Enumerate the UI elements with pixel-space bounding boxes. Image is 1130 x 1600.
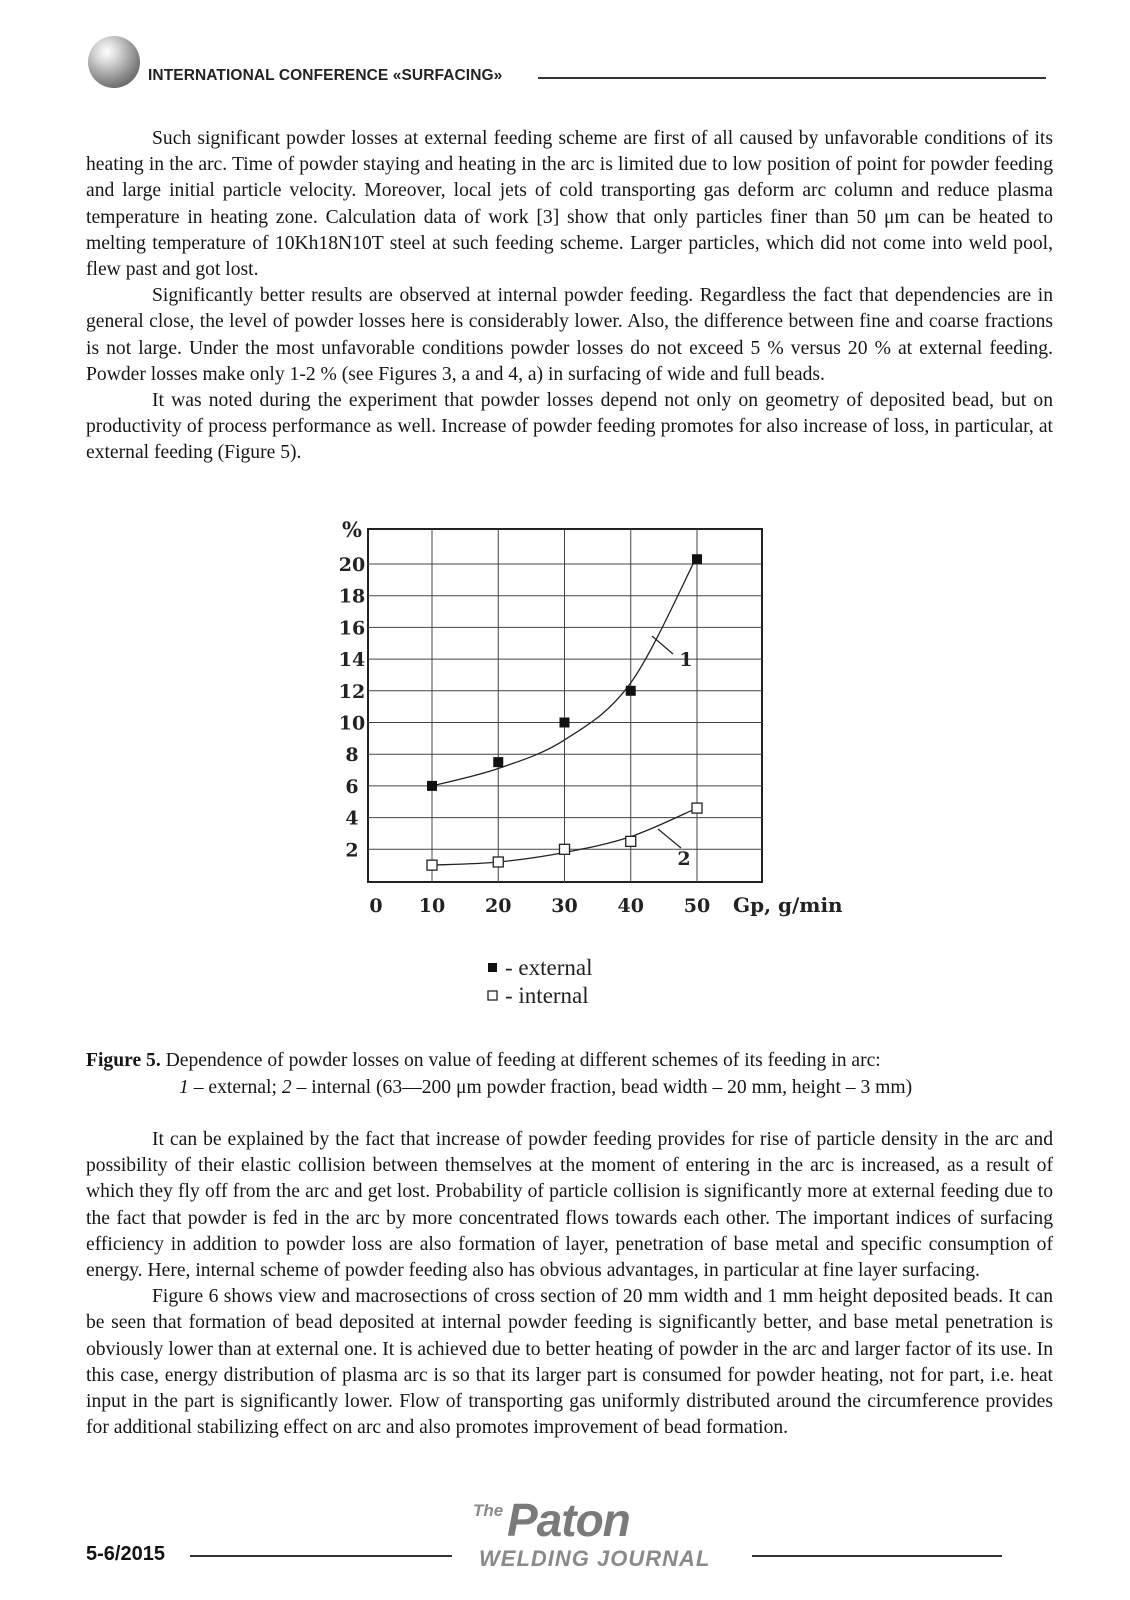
y-tick-label: 4	[345, 807, 359, 830]
data-point-internal	[427, 860, 437, 870]
x-tick-label: 10	[418, 895, 446, 917]
data-point-internal	[493, 857, 503, 867]
logo-the: The	[473, 1501, 504, 1520]
x-tick-label: 0	[369, 895, 383, 917]
paragraph-2: Significantly better results are observed at internal powder feeding. Regardless the fact that dependencies are in general close, the level of powder losses here is considerably lower. Also, the difference between fine and coarse fractions is not large. Under the most unfavorable conditions powder losses do not exceed 5 % versus 20 % at external feeding. Powder losses make only 1-2 % (see Figures 3, a and 4, a) in surfacing of wide and full beads.	[86, 285, 1053, 385]
data-point-internal	[560, 844, 570, 854]
legend-label-internal: - internal	[505, 983, 589, 1008]
y-tick-label: 8	[345, 744, 359, 767]
caption-internal: – internal (63—200 μm powder fraction, bead width – 20 mm, height – 3 mm)	[296, 1076, 913, 1098]
body-text-bottom	[86, 1127, 1053, 1441]
curve-label-1: 1	[679, 649, 693, 671]
y-tick-label: 10	[338, 712, 366, 735]
journal-logo	[473, 1494, 743, 1579]
x-tick-label: 40	[617, 895, 644, 917]
y-tick-label: 12	[338, 680, 366, 703]
data-point-external	[692, 554, 702, 564]
issue-number: 5-6/2015	[86, 1543, 165, 1565]
y-tick-label: 2	[345, 839, 359, 862]
caption-number-2: 2	[281, 1076, 292, 1098]
footer-rule-right	[752, 1555, 1002, 1557]
figure-caption	[86, 1048, 1053, 1101]
data-point-external	[493, 757, 503, 767]
y-tick-label: 6	[345, 775, 359, 798]
y-tick-label: 18	[338, 585, 366, 608]
x-tick-label: 20	[485, 895, 512, 917]
y-tick-label: 20	[338, 554, 366, 576]
data-point-external	[626, 686, 636, 696]
legend-marker-internal	[488, 991, 497, 1000]
caption-external: – external;	[193, 1076, 277, 1098]
caption-label: Figure 5.	[86, 1050, 161, 1071]
conference-title: INTERNATIONAL CONFERENCE «SURFACING»	[148, 67, 503, 84]
y-axis-label: %	[342, 517, 362, 542]
x-tick-label: 50	[683, 895, 711, 917]
caption-number-1: 1	[179, 1076, 189, 1098]
data-point-external	[427, 781, 437, 791]
legend-label-external: - external	[505, 955, 593, 980]
logo-welding-journal: WELDING JOURNAL	[479, 1546, 711, 1571]
curve-label-leader	[652, 636, 673, 654]
paragraph-1: Such significant powder losses at external feeding scheme are first of all caused by unfavorable conditions of its heating in the arc. Time of powder staying and heating in the arc is limited due to low position of point for powder feeding and large initial particle velocity. Moreover, local jets of cold transporting gas deform arc column and reduce plasma temperature in heating zone. Calculation data of work [3] show that only particles finer than 50 μm can be heated to melting temperature of 10Kh18N10T steel at such feeding scheme. Larger particles, which did not come into weld pool, flew past and got lost.	[86, 128, 1053, 281]
caption-line-1: Dependence of powder losses on value of feeding at different schemes of its feeding in arc:	[165, 1050, 881, 1071]
y-tick-label: 16	[338, 617, 366, 640]
paragraph-4: It can be explained by the fact that increase of powder feeding provides for rise of particle density in the arc and possibility of their elastic collision between themselves at the moment of entering in the arc is increased, as a result of which they fly off from the arc and get lost. Probability of particle collision is significantly more at external feeding due to the fact that powder is fed in the arc by more concentrated flows towards each other. The important indices of surfacing efficiency in addition to powder loss are also formation of layer, penetration of base metal and specific consumption of energy. Here, internal scheme of powder feeding also has obvious advantages, in particular at fine layer surfacing.	[86, 1129, 1053, 1282]
paragraph-3: It was noted during the experiment that powder losses depend not only on geometry of deposited bead, but on productivity of process performance as well. Increase of powder feeding promotes for also increase of loss, in particular, at external feeding (Figure 5).	[86, 390, 1053, 464]
footer-rule-left	[190, 1555, 452, 1557]
x-axis-label: Gp, g/min	[733, 893, 843, 917]
data-point-internal	[692, 803, 702, 813]
x-tick-label: 30	[551, 895, 578, 917]
curve-label-leader	[658, 829, 681, 848]
data-point-external	[560, 718, 570, 728]
paragraph-5: Figure 6 shows view and macrosections of cross section of 20 mm width and 1 mm height deposited beads. It can be seen that formation of bead deposited at internal powder feeding is significantly better, and base metal penetration is obviously lower than at external one. It is achieved due to better heating of powder in the arc and larger factor of its use. In this case, energy distribution of plasma arc is so that its larger part is consumed for powder heating, not for part, i.e. heat input in the part is significantly lower. Flow of transporting gas uniformly distributed around the circumference provides for additional stabilizing effect on arc and also promotes improvement of bead formation.	[86, 1286, 1053, 1439]
curve-label-2: 2	[677, 848, 691, 870]
y-tick-label: 14	[338, 649, 366, 672]
legend-marker-external	[488, 963, 497, 972]
data-point-internal	[626, 836, 636, 846]
logo-paton: Paton	[507, 1494, 630, 1546]
caption-line-2	[86, 1075, 1053, 1102]
